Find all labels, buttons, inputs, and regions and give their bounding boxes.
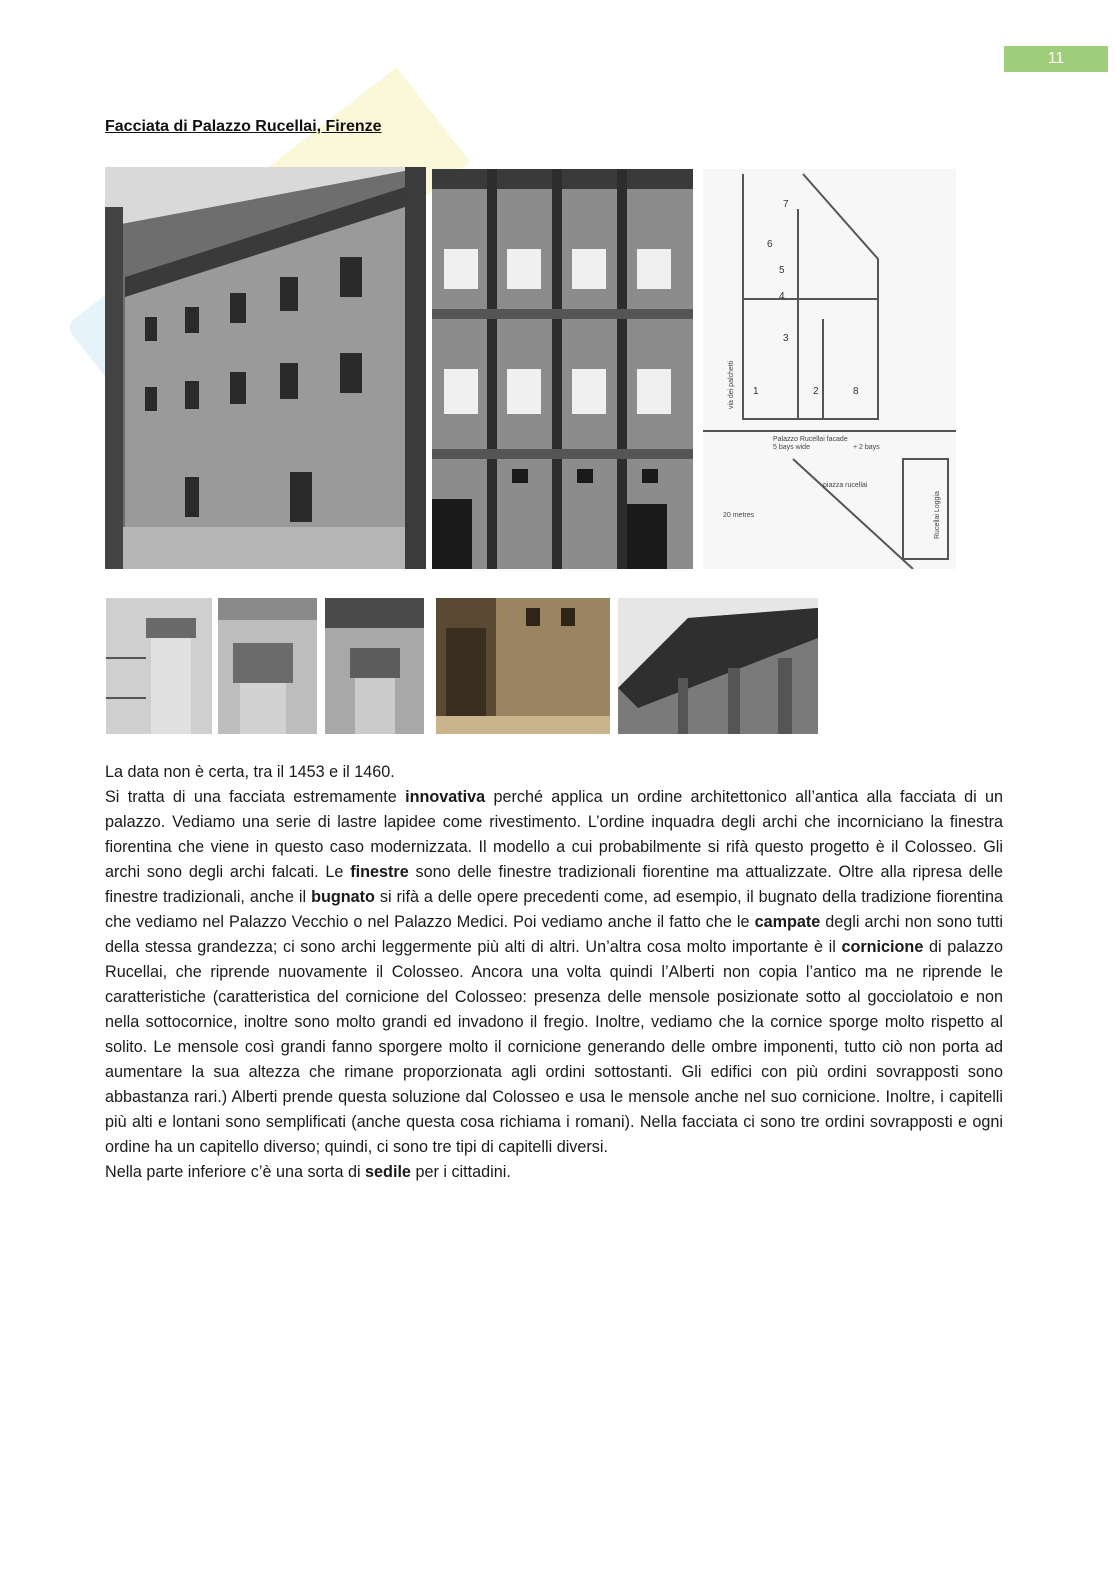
pilaster-capital-photo-1 bbox=[106, 598, 212, 734]
plan-label-street: via dei palchetti bbox=[728, 360, 735, 409]
body-text bbox=[105, 760, 1003, 1185]
paragraph-description: Si tratta di una facciata estremamente innovativa perché applica un ordine architettonico all’antica alla facciata di un palazzo. Vediamo una serie di lastre lapidee come rivestimento. L’ordine inquadra degli archi che incorniciano la finestra fiorentina che viene in questo caso modernizzata. Il modello a cui probabilmente si rifà questo progetto è il Colosseo. Gli archi sono degli archi falcati. Le finestre sono delle finestre tradizionali fiorentine ma attualizzate. Oltre alla ripresa delle finestre tradizionali, anche il bugnato si rifà a delle opere precedenti come, ad esempio, il bugnato della tradizione fiorentina che vediamo nel Palazzo Vecchio o nel Palazzo Medici. Poi vediamo anche il fatto che le campate degli archi non sono tutti della stessa grandezza; ci sono archi leggermente più alti di altri. Un’altra cosa molto importante è il cornicione di palazzo Rucellai, che riprende nuovamente il Colosseo. Ancora una volta quindi l’Alberti non copia l’antico ma ne riprende le caratteristiche (caratteristica del cornicione del Colosseo: presenza delle mensole posizionate sotto al gocciolatoio e non nella sottocornice, inoltre sono molto grandi ed invadono il fregio. Inoltre, vediamo che la cornice sporge molto rispetto al solito. Le mensole così grandi fanno sporgere molto il cornicione generando delle ombre imponenti, tutto ciò non porta ad aumentare la sua altezza che rimane proporzionata agli ordini sottostanti. Gli edifici con più ordini sovrapposti sono abbastanza rari.) Alberti prende questa soluzione dal Colosseo e usa le mensole anche nel suo cornicione. Inoltre, i capitelli più alti e lontani sono semplificati (anche questa cosa richiama i romani). Nella facciata ci sono tre ordini sovrapposti e ogni ordine ha un capitello diverso; quindi, ci sono tre tipi di capitelli diversi. bbox=[105, 788, 1004, 1156]
plan-room-8: 8 bbox=[853, 386, 859, 397]
plan-room-1: 1 bbox=[753, 386, 759, 397]
plan-label-bays: 5 bays wide bbox=[773, 444, 810, 451]
bold-bugnato: bugnato bbox=[311, 888, 375, 906]
bold-cornicione: cornicione bbox=[841, 938, 924, 956]
plan-label-loggia: Rucellai Loggia bbox=[934, 491, 941, 539]
cornice-photo bbox=[618, 598, 818, 734]
pilaster-capital-photo-2 bbox=[218, 598, 317, 734]
plan-room-2: 2 bbox=[813, 386, 819, 397]
page-title: Facciata di Palazzo Rucellai, Firenze bbox=[105, 118, 382, 135]
plan-room-3: 3 bbox=[783, 333, 789, 344]
bold-campate: campate bbox=[754, 913, 821, 931]
bold-innovativa: innovativa bbox=[405, 788, 486, 806]
page-number: 11 bbox=[1004, 46, 1108, 72]
plan-label-scale: 20 metres bbox=[723, 512, 755, 519]
plan-room-4: 4 bbox=[779, 291, 785, 302]
plan-room-5: 5 bbox=[779, 265, 785, 276]
site-plan-drawing bbox=[703, 169, 956, 569]
bold-finestre: finestre bbox=[350, 863, 409, 881]
paragraph-sedile: Nella parte inferiore c’è una sorta di sedile per i cittadini. bbox=[105, 1163, 511, 1181]
pilaster-capital-photo-3 bbox=[325, 598, 424, 734]
plan-label-extra-bays: + 2 bays bbox=[853, 444, 880, 451]
bold-sedile: sedile bbox=[365, 1163, 411, 1181]
plan-label-piazza: piazza rucellai bbox=[823, 482, 868, 489]
plan-room-6: 6 bbox=[767, 239, 773, 250]
facade-detail-photo bbox=[432, 169, 693, 569]
palazzo-perspective-photo bbox=[105, 167, 426, 569]
plan-room-7: 7 bbox=[783, 199, 789, 210]
paragraph-date: La data non è certa, tra il 1453 e il 1460. bbox=[105, 763, 395, 781]
portal-sepia-photo bbox=[436, 598, 610, 734]
plan-label-facade: Palazzo Rucellai facade bbox=[773, 436, 848, 443]
